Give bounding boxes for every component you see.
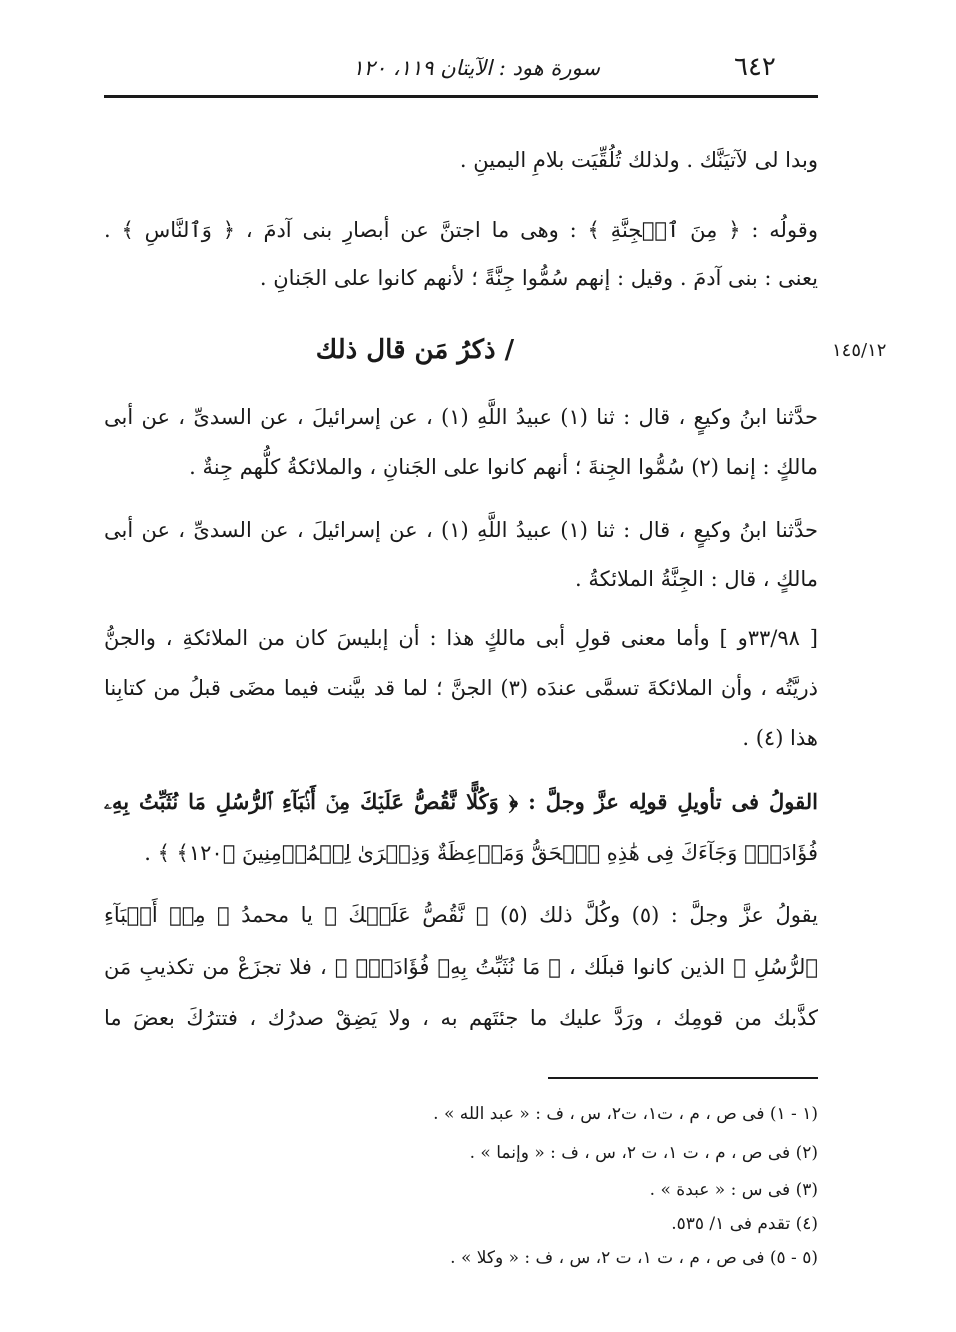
margin-note: ١٤٥/١٢ [832,340,887,361]
body-line: يقولُ عزَّ وجلَّ : (٥) وكُلَّ ذلك (٥) ﴿ نَّقُصُّ عَلَيۡكَ ﴾ يا محمدُ ﴿ مِنۡ أَنۢبَآءِ [104,903,819,927]
footnote: (٤) تقدم فى ١/ ٥٣٥. [671,1214,818,1234]
body-line: هذا (٤) . [742,726,818,750]
footnote: (٣) فى س : « عبدة » . [649,1180,818,1200]
footnote: (١ - ١) فى ص ، م ، ت١، ت٢، س ، ف : « عبد الله » . [433,1104,818,1124]
footnote-rule [548,1077,818,1079]
body-line: فُؤَادَكَۚ وَجَآءَكَ فِى هَٰذِهِ ٱلۡحَقُّ وَمَوۡعِظَةٌ وَذِكۡرَىٰ لِلۡمُؤۡمِنِينَ ﴿١٢٠﴾ ﴾ . [144,841,818,865]
footnote: (٥ - ٥) فى ص ، م ، ت ١، ت ٢، س ، ف : « وكلا » . [450,1248,818,1268]
body-line: وقولُه : ﴿ مِنَ ٱلۡجِنَّةِ ﴾ : وهى ما اجتنَّ عن أبصارِ بنى آدمَ ، ﴿ وَٱلنَّاسِ ﴾ . [104,218,818,242]
body-line: القولُ فى تأويلِ قولِه عزَّ وجلَّ : ﴿ وَكُلًّا نَّقُصُّ عَلَيۡكَ مِنۡ أَنۢبَآءِ ٱلرُّسُلِ مَا نُثَبِّتُ بِهِۦ [104,789,818,814]
body-line: حدَّثنا ابنُ وكيعٍ ، قال : ثنا (١) عبيدُ اللَّهِ (١) ، عن إسرائيلَ ، عن السدىِّ ، عن أبى [104,518,819,542]
body-line: يعنى : بنى آدمَ . وقيل : إنهم سُمُّوا جِنَّةً ؛ لأنهم كانوا على الجَنانِ . [259,266,818,290]
body-line: حدَّثنا ابنُ وكيعٍ ، قال : ثنا (١) عبيدُ اللَّهِ (١) ، عن إسرائيلَ ، عن السدىِّ ، عن أبى [104,405,819,429]
body-line: مالكٍ ، قال : الجِنَّةُ الملائكةُ . [574,567,818,591]
footnote: (٢) فى ص ، م ، ت ١، ت ٢، س ، ف : « وإنما » . [469,1143,818,1163]
body-line: كذَّبك من قومِك ، ورَدَّ عليك ما جئتَهم به ، ولا يَضِقْ صدرُك ، فتترُكَ بعضَ ما [104,1006,818,1030]
body-line: مالكٍ : إنما (٢) سُمُّوا الجِنةَ ؛ أنهم كانوا على الجَنانِ ، والملائكةُ كلُّهم جِنةٌ . [189,455,818,479]
body-line: ٱلرُّسُلِ ﴾ الذين كانوا قبلَك ، ﴿ مَا نُثَبِّتُ بِهِۦ فُؤَادَكَۚ ﴾ ، فلا تجزَعْ من تكذيبِ مَن [104,955,818,979]
body-line: ذريَّتُه ، وأن الملائكةَ تسمَّى عندَه (٣) الجنَّ ؛ لما قد بيَّنت فيما مضَى قبلُ من كتابِنا [104,676,818,700]
body-line: وبدا لى لآتيَنَّك . ولذلك تُلُقِّيَت بلامِ اليمينِ . [459,148,818,172]
section-heading: / ذكرُ مَن قال ذلك [315,335,515,365]
body-line: [ ٣٣/٩٨و ] وأما معنى قولِ أبى مالكٍ هذا : أن إبليسَ كان من الملائكةِ ، والجنُّ [104,626,819,650]
page-number: ٦٤٢ [734,52,776,82]
header-rule [104,95,818,98]
running-head: سورة هود : الآيتان ١١٩، ١٢٠ [352,56,600,80]
